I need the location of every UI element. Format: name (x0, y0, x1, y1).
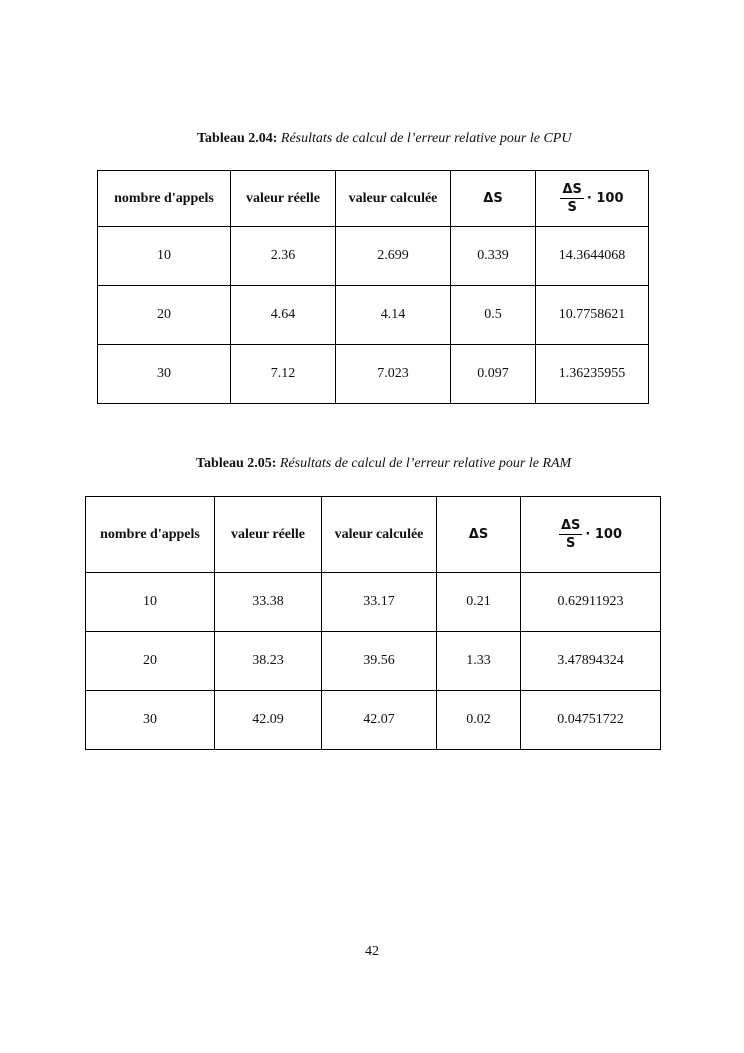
cell: 0.04751722 (521, 691, 661, 750)
cell: 4.64 (231, 286, 336, 345)
cell: 7.12 (231, 345, 336, 404)
cell: 7.023 (336, 345, 451, 404)
caption-label: Tableau 2.04: (197, 131, 278, 146)
cell: 20 (86, 632, 215, 691)
header-calculated: valeur calculée (322, 497, 437, 573)
cell: 39.56 (322, 632, 437, 691)
cell: 10.7758621 (536, 286, 649, 345)
cell: 42.07 (322, 691, 437, 750)
delta-symbol: ΔS (483, 190, 503, 206)
delta-symbol: ΔS (468, 526, 489, 542)
page-number: 42 (365, 944, 379, 959)
cell: 33.17 (322, 573, 437, 632)
cell: 0.097 (451, 345, 536, 404)
cell: 4.14 (336, 286, 451, 345)
table-row (86, 632, 661, 691)
table-ram (85, 496, 661, 750)
cell: 30 (86, 691, 215, 750)
header-row (86, 497, 661, 573)
ratio-numerator: ΔS (562, 182, 582, 197)
header-real: valeur réelle (215, 497, 322, 573)
cell: 2.36 (231, 227, 336, 286)
header-calculated: valeur calculée (336, 171, 451, 227)
ratio-denominator: S (566, 536, 576, 551)
ratio-factor: · 100 (585, 527, 623, 542)
cell: 38.23 (215, 632, 322, 691)
cell: 30 (98, 345, 231, 404)
table-caption-ram (196, 456, 571, 472)
cell: 2.699 (336, 227, 451, 286)
cell: 10 (86, 573, 215, 632)
header-calls: nombre d'appels (98, 171, 231, 227)
table-row (98, 286, 649, 345)
cell: 14.3644068 (536, 227, 649, 286)
ratio-denominator: S (567, 200, 577, 215)
caption-text: Résultats de calcul de l’erreur relative pour le RAM (279, 456, 572, 471)
table-caption-cpu (197, 131, 571, 147)
table-cpu (97, 170, 649, 404)
header-calls: nombre d'appels (86, 497, 215, 573)
table-row (86, 573, 661, 632)
header-real: valeur réelle (231, 171, 336, 227)
cell: 0.02 (437, 691, 521, 750)
cell: 1.33 (437, 632, 521, 691)
cell: 42.09 (215, 691, 322, 750)
cell: 10 (98, 227, 231, 286)
header-ratio (536, 171, 649, 227)
caption-label: Tableau 2.05: (196, 456, 277, 471)
table-row (98, 227, 649, 286)
cell: 0.5 (451, 286, 536, 345)
ratio-factor: · 100 (586, 191, 624, 206)
header-ratio (521, 497, 661, 573)
cell: 3.47894324 (521, 632, 661, 691)
caption-text: Résultats de calcul de l’erreur relative pour le CPU (280, 131, 572, 146)
cell: 0.21 (437, 573, 521, 632)
header-delta (437, 497, 521, 573)
cell: 0.62911923 (521, 573, 661, 632)
cell: 33.38 (215, 573, 322, 632)
cell: 0.339 (451, 227, 536, 286)
table-row (86, 691, 661, 750)
ratio-numerator: ΔS (560, 518, 581, 533)
header-delta (451, 171, 536, 227)
cell: 1.36235955 (536, 345, 649, 404)
table-row (98, 345, 649, 404)
cell: 20 (98, 286, 231, 345)
header-row (98, 171, 649, 227)
